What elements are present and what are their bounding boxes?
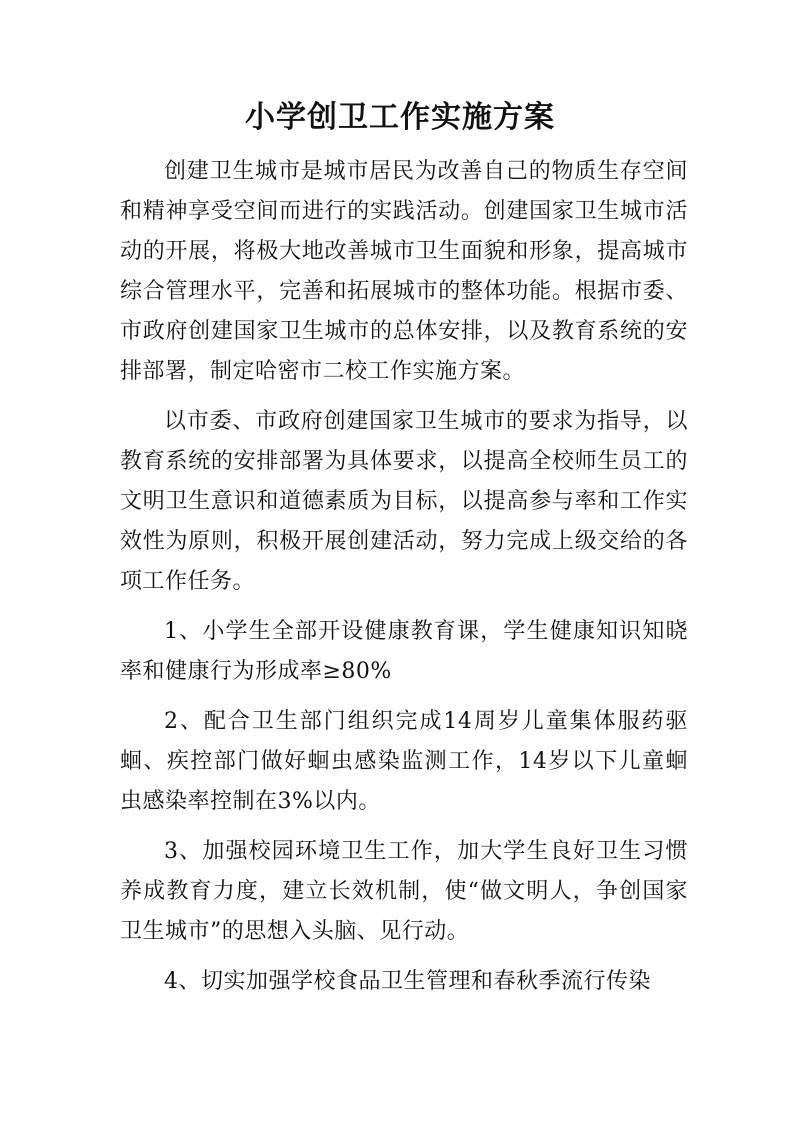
paragraph-item-4: 4、切实加强学校食品卫生管理和春秋季流行传染 bbox=[164, 969, 651, 994]
paragraph-item-3: 3、加强校园环境卫生工作，加大学生良好卫生习惯养成教育力度，建立长效机制，使“做文明人，争创国家卫生城市”的思想入头脑、见行动。 bbox=[120, 839, 688, 944]
paragraph-item-1: 1、小学生全部开设健康教育课，学生健康知识知晓率和健康行为形成率≥80% bbox=[120, 619, 688, 684]
paragraph-item-2: 2、配合卫生部门组织完成14周岁儿童集体服药驱蛔、疾控部门做好蛔虫感染监测工作，14岁以下儿童蛔虫感染率控制在3%以内。 bbox=[120, 709, 688, 814]
document-body bbox=[120, 152, 688, 1012]
document-title: 小学创卫工作实施方案 bbox=[245, 100, 555, 135]
paragraph-intro: 创建卫生城市是城市居民为改善自己的物质生存空间和精神享受空间而进行的实践活动。创建国家卫生城市活动的开展，将极大地改善城市卫生面貌和形象，提高城市综合管理水平，完善和拓展城市的整体功能。根据市委、市政府创建国家卫生城市的总体安排，以及教育系统的安排部署，制定哈密市二校工作实施方案。 bbox=[120, 159, 688, 384]
paragraph-guideline: 以市委、市政府创建国家卫生城市的要求为指导，以教育系统的安排部署为具体要求，以提高全校师生员工的文明卫生意识和道德素质为目标，以提高参与率和工作实效性为原则，积极开展创建活动，努力完成上级交给的各项工作任务。 bbox=[120, 409, 688, 594]
